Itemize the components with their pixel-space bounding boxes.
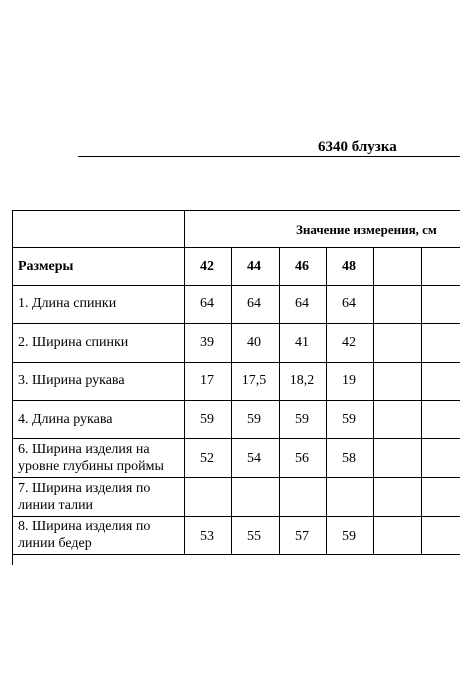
table-col-46-end	[326, 247, 327, 555]
row-value: 59	[342, 529, 356, 544]
row-value: 59	[247, 412, 261, 427]
size-48: 48	[342, 259, 356, 274]
row-value: 59	[342, 412, 356, 427]
table-col-empty-end	[421, 247, 422, 555]
table-col-48-end	[373, 247, 374, 555]
row-value: 59	[295, 412, 309, 427]
row-value: 59	[200, 412, 214, 427]
row-value: 55	[247, 529, 261, 544]
table-line-row3	[12, 400, 460, 401]
row-label-continued: линии талии	[18, 498, 94, 513]
table-line-sizes	[12, 285, 460, 286]
row-value: 64	[295, 296, 309, 311]
measure-header: Значение измерения, см	[296, 222, 437, 237]
row-label: 1. Длина спинки	[18, 296, 117, 311]
row-value: 64	[247, 296, 261, 311]
row-value: 17,5	[241, 373, 267, 388]
row-label: 3. Ширина рукава	[18, 373, 125, 388]
row-label: 7. Ширина изделия по	[18, 481, 151, 496]
size-44: 44	[247, 259, 261, 274]
row-value: 54	[247, 451, 261, 466]
row-value: 19	[342, 373, 356, 388]
size-42: 42	[200, 259, 214, 274]
table-line-row1	[12, 323, 460, 324]
table-line-row5	[12, 477, 460, 478]
table-line-row2	[12, 362, 460, 363]
row-value: 53	[200, 529, 214, 544]
table-border-top	[12, 210, 460, 211]
row-value: 17	[200, 373, 214, 388]
table-border-bottom	[12, 554, 460, 555]
document-title: 6340 блузка	[318, 139, 397, 155]
size-46: 46	[295, 259, 309, 274]
row-value: 56	[295, 451, 309, 466]
table-line-row4	[12, 438, 460, 439]
table-col-44-end	[279, 247, 280, 555]
size-label: Размеры	[18, 259, 74, 274]
row-label: 4. Длина рукава	[18, 412, 113, 427]
row-label: 2. Ширина спинки	[18, 335, 129, 350]
row-value: 57	[295, 529, 309, 544]
row-value: 41	[295, 335, 309, 350]
row-label-continued: уровне глубины проймы	[18, 459, 164, 474]
table-border-left	[12, 210, 13, 565]
row-label-continued: линии бедер	[18, 536, 92, 551]
title-underline	[78, 156, 460, 157]
row-value: 18,2	[289, 373, 315, 388]
table-col-42-end	[231, 247, 232, 555]
row-value: 40	[247, 335, 261, 350]
table-line-header	[12, 247, 460, 248]
table-line-row6	[12, 516, 460, 517]
row-label: 6. Ширина изделия на	[18, 442, 150, 457]
row-value: 58	[342, 451, 356, 466]
row-value: 64	[200, 296, 214, 311]
row-value: 39	[200, 335, 214, 350]
row-label: 8. Ширина изделия по	[18, 519, 151, 534]
row-value: 64	[342, 296, 356, 311]
row-value: 42	[342, 335, 356, 350]
row-value: 52	[200, 451, 214, 466]
